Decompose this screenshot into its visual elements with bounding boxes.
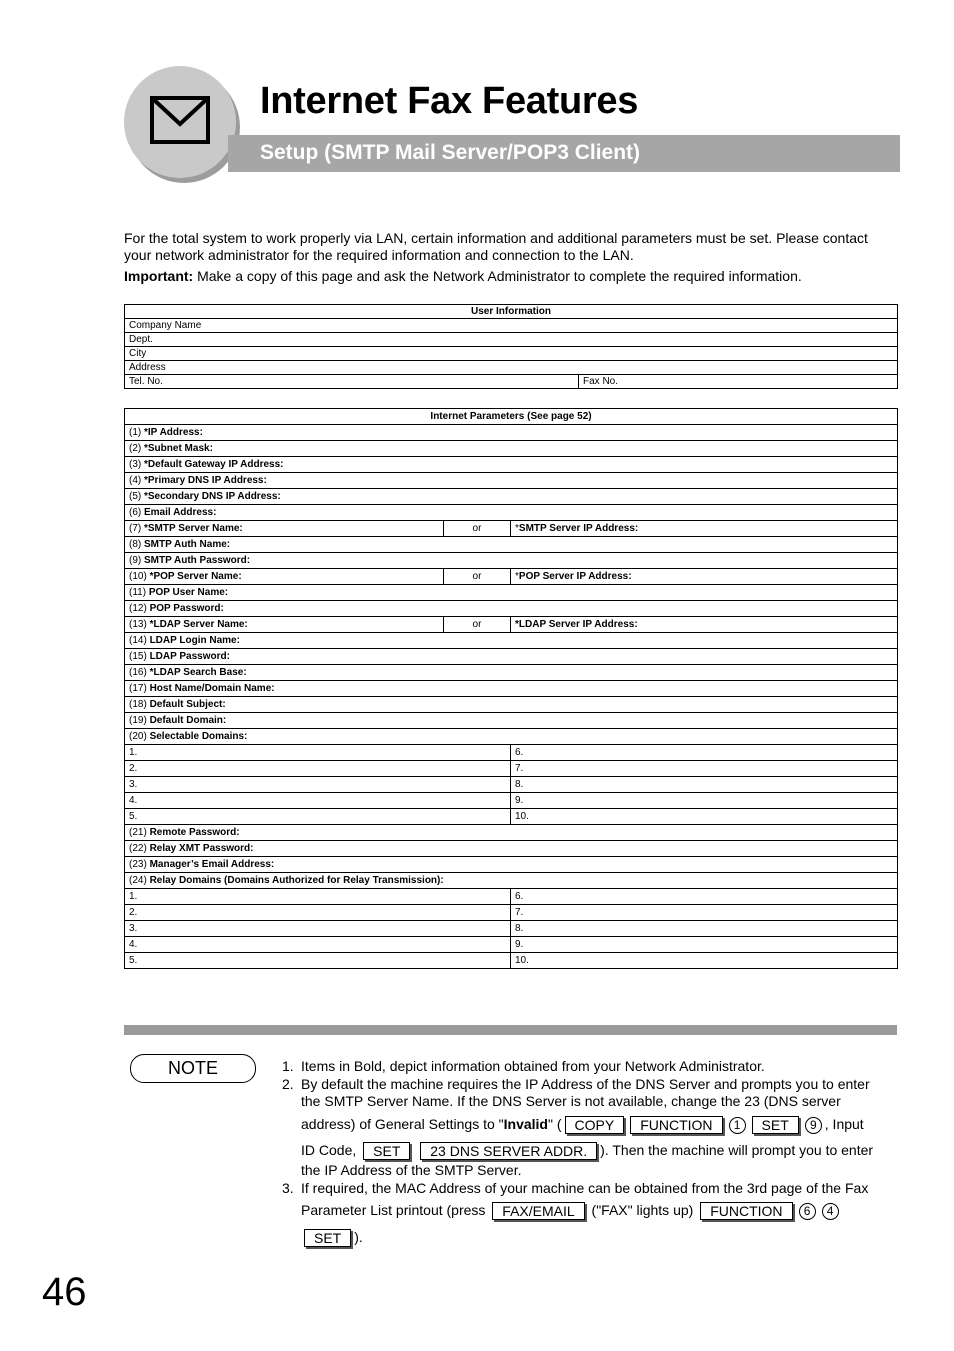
table-row	[125, 825, 898, 841]
parameter-alt-field[interactable]	[511, 521, 898, 537]
parameter-field[interactable]	[125, 441, 898, 457]
domain-field[interactable]: 10.	[511, 809, 898, 825]
domain-field[interactable]: 7.	[511, 905, 898, 921]
table-row	[125, 681, 898, 697]
parameter-alt-field[interactable]	[511, 569, 898, 585]
table-row	[125, 553, 898, 569]
parameter-label: LDAP Password:	[149, 651, 230, 662]
domain-field[interactable]: 4.	[125, 793, 511, 809]
address-field[interactable]: Address	[125, 361, 898, 375]
parameter-number: (6)	[129, 507, 144, 518]
table-row	[125, 953, 898, 969]
parameter-field[interactable]	[125, 873, 898, 889]
parameter-number: (1)	[129, 427, 144, 438]
fax-field[interactable]: Fax No.	[579, 375, 898, 389]
parameter-field[interactable]	[125, 841, 898, 857]
table-row	[125, 777, 898, 793]
parameter-field[interactable]	[125, 601, 898, 617]
parameter-number: (7)	[129, 523, 144, 534]
table-row	[125, 441, 898, 457]
parameter-label: *Default Gateway IP Address:	[144, 459, 284, 470]
circled-4-key: 4	[822, 1203, 839, 1220]
alt-prefix: *	[515, 523, 519, 534]
domain-field[interactable]: 3.	[125, 777, 511, 793]
set-key: SET	[304, 1229, 351, 1247]
parameter-field[interactable]	[125, 585, 898, 601]
parameter-label: *Subnet Mask:	[144, 443, 213, 454]
page-title: Internet Fax Features	[260, 80, 639, 122]
parameter-number: (2)	[129, 443, 144, 454]
table-row	[125, 793, 898, 809]
table-row	[125, 921, 898, 937]
table-row	[125, 745, 898, 761]
table-row	[125, 809, 898, 825]
alt-label: SMTP Server IP Address:	[518, 523, 639, 534]
function-key: FUNCTION	[630, 1116, 722, 1134]
note-divider	[124, 1025, 897, 1035]
parameter-label: Relay XMT Password:	[149, 843, 254, 854]
important-text: Make a copy of this page and ask the Network Administrator to complete the required information.	[193, 268, 802, 284]
parameter-field[interactable]	[125, 825, 898, 841]
function-key: FUNCTION	[700, 1202, 792, 1220]
parameter-field[interactable]	[125, 505, 898, 521]
table-row	[125, 425, 898, 441]
parameter-alt-field[interactable]	[511, 617, 898, 633]
domain-field[interactable]: 5.	[125, 953, 511, 969]
parameter-field[interactable]	[125, 425, 898, 441]
company-name-field[interactable]: Company Name	[125, 319, 898, 333]
dns-server-addr-key: 23 DNS SERVER ADDR.	[420, 1142, 597, 1160]
alt-label: POP Server IP Address:	[518, 571, 632, 582]
parameter-label: *LDAP Server Name:	[149, 619, 248, 630]
parameter-label: Manager’s Email Address:	[149, 859, 275, 870]
parameter-label: *Secondary DNS IP Address:	[144, 491, 281, 502]
parameter-label: POP Password:	[149, 603, 224, 614]
domain-field[interactable]: 4.	[125, 937, 511, 953]
parameter-number: (24)	[129, 875, 150, 886]
table-row	[125, 889, 898, 905]
note-item-1: 1. Items in Bold, depict information obtained from your Network Administrator.	[282, 1058, 765, 1074]
parameter-label: Remote Password:	[149, 827, 240, 838]
important-label: Important:	[124, 268, 194, 284]
note-item-2-line-4: ID Code, SET 23 DNS SERVER ADDR. ). Then the machine will prompt you to enter	[301, 1142, 874, 1160]
table-header: Internet Parameters (See page 52)	[125, 409, 898, 425]
table-row	[125, 841, 898, 857]
envelope-icon	[150, 96, 210, 144]
parameter-field[interactable]	[125, 681, 898, 697]
parameter-field[interactable]	[125, 617, 444, 633]
user-information-table	[124, 304, 898, 389]
parameter-label: Default Subject:	[149, 699, 226, 710]
parameter-number: (20)	[129, 731, 150, 742]
domain-field[interactable]: 9.	[511, 793, 898, 809]
domain-field[interactable]: 9.	[511, 937, 898, 953]
parameter-number: (12)	[129, 603, 150, 614]
parameter-number: (10)	[129, 571, 150, 582]
table-row	[125, 585, 898, 601]
parameter-number: (5)	[129, 491, 144, 502]
parameter-field[interactable]	[125, 649, 898, 665]
table-row	[125, 713, 898, 729]
parameter-field[interactable]	[125, 521, 444, 537]
internet-parameters-table	[124, 408, 898, 969]
table-row	[125, 697, 898, 713]
domain-field[interactable]: 2.	[125, 761, 511, 777]
table-row	[125, 905, 898, 921]
parameter-field[interactable]	[125, 537, 898, 553]
parameter-field[interactable]	[125, 569, 444, 585]
parameter-field[interactable]	[125, 553, 898, 569]
parameter-field[interactable]	[125, 665, 898, 681]
circled-1-key: 1	[729, 1117, 746, 1134]
parameter-field[interactable]	[125, 857, 898, 873]
domain-field[interactable]: 2.	[125, 905, 511, 921]
parameter-field[interactable]	[125, 633, 898, 649]
note-item-3: 3. If required, the MAC Address of your machine can be obtained from the 3rd page of the Fax	[282, 1180, 869, 1196]
parameter-field[interactable]	[125, 489, 898, 505]
circled-9-key: 9	[805, 1117, 822, 1134]
table-row	[125, 601, 898, 617]
or-label: or	[444, 617, 511, 633]
parameter-number: (8)	[129, 539, 144, 550]
fax-email-key: FAX/EMAIL	[492, 1202, 584, 1220]
set-key: SET	[363, 1142, 410, 1160]
domain-field[interactable]: 1.	[125, 745, 511, 761]
copy-key: COPY	[565, 1116, 625, 1134]
alt-label: *LDAP Server IP Address:	[515, 619, 638, 630]
parameter-label: *IP Address:	[144, 427, 203, 438]
city-field[interactable]: City	[125, 347, 898, 361]
note-item-2-line-3: address) of General Settings to "Invalid" ( COPY FUNCTION 1 SET 9 , Input	[301, 1116, 864, 1134]
parameter-field[interactable]	[125, 729, 898, 745]
domain-field[interactable]: 5.	[125, 809, 511, 825]
page-number: 46	[42, 1270, 87, 1314]
table-row	[125, 665, 898, 681]
table-row	[125, 633, 898, 649]
circled-6-key: 6	[799, 1203, 816, 1220]
parameter-label: Host Name/Domain Name:	[149, 683, 275, 694]
parameter-number: (3)	[129, 459, 144, 470]
envelope-icon-badge	[124, 66, 236, 178]
table-header: User Information	[125, 305, 898, 319]
parameter-label: Default Domain:	[149, 715, 227, 726]
table-row	[125, 937, 898, 953]
note-badge: NOTE	[130, 1054, 256, 1083]
table-row	[125, 489, 898, 505]
parameter-number: (4)	[129, 475, 144, 486]
note-item-3-line-3: SET ).	[301, 1229, 363, 1247]
table-row	[125, 729, 898, 745]
table-row	[125, 473, 898, 489]
domain-field[interactable]: 3.	[125, 921, 511, 937]
parameter-label: *LDAP Search Base:	[149, 667, 247, 678]
parameter-label: POP User Name:	[148, 587, 229, 598]
tel-field[interactable]: Tel. No.	[125, 375, 579, 389]
table-row	[125, 873, 898, 889]
parameter-field[interactable]	[125, 713, 898, 729]
parameter-number: (11)	[129, 587, 149, 598]
or-label: or	[444, 569, 511, 585]
parameter-number: (19)	[129, 715, 150, 726]
table-row	[125, 617, 898, 633]
domain-field[interactable]: 6.	[511, 889, 898, 905]
parameter-field[interactable]	[125, 457, 898, 473]
parameter-number: (13)	[129, 619, 150, 630]
table-row	[125, 505, 898, 521]
parameter-number: (15)	[129, 651, 150, 662]
table-row	[125, 457, 898, 473]
parameter-number: (18)	[129, 699, 150, 710]
parameter-number: (14)	[129, 635, 150, 646]
parameter-label: LDAP Login Name:	[149, 635, 240, 646]
table-row	[125, 761, 898, 777]
domain-field[interactable]: 10.	[511, 953, 898, 969]
note-item-2-line-2: the SMTP Server Name. If the DNS Server is not available, change the 23 (DNS server	[301, 1093, 841, 1109]
parameter-number: (17)	[129, 683, 150, 694]
domain-field[interactable]: 6.	[511, 745, 898, 761]
parameter-label: Relay Domains (Domains Authorized for Relay Transmission):	[149, 875, 444, 886]
domain-field[interactable]: 7.	[511, 761, 898, 777]
note-item-2: 2. By default the machine requires the IP Address of the DNS Server and prompts you to enter	[282, 1076, 870, 1092]
domain-field[interactable]: 8.	[511, 921, 898, 937]
parameter-field[interactable]	[125, 473, 898, 489]
parameter-label: *POP Server Name:	[149, 571, 242, 582]
table-row	[125, 569, 898, 585]
important-note	[124, 268, 899, 285]
note-item-3-line-2: Parameter List printout (press FAX/EMAIL ("FAX" lights up) FUNCTION 6 4	[301, 1202, 842, 1220]
table-row	[125, 857, 898, 873]
table-row	[125, 521, 898, 537]
parameter-number: (9)	[129, 555, 144, 566]
parameter-label: SMTP Auth Password:	[144, 555, 251, 566]
dept-field[interactable]: Dept.	[125, 333, 898, 347]
or-label: or	[444, 521, 511, 537]
parameter-number: (23)	[129, 859, 150, 870]
parameter-label: *SMTP Server Name:	[144, 523, 243, 534]
parameter-label: Selectable Domains:	[149, 731, 248, 742]
parameter-number: (16)	[129, 667, 150, 678]
parameter-number: (22)	[129, 843, 150, 854]
note-item-2-line-5: the IP Address of the SMTP Server.	[301, 1162, 522, 1178]
table-row	[125, 537, 898, 553]
parameter-field[interactable]	[125, 697, 898, 713]
parameter-label: *Primary DNS IP Address:	[144, 475, 267, 486]
domain-field[interactable]: 1.	[125, 889, 511, 905]
set-key: SET	[752, 1116, 799, 1134]
page-subtitle: Setup (SMTP Mail Server/POP3 Client)	[260, 141, 641, 164]
domain-field[interactable]: 8.	[511, 777, 898, 793]
parameter-number: (21)	[129, 827, 150, 838]
parameter-label: SMTP Auth Name:	[144, 539, 231, 550]
alt-prefix: *	[515, 571, 519, 582]
parameter-label: Email Address:	[144, 507, 217, 518]
table-row	[125, 649, 898, 665]
intro-paragraph: For the total system to work properly via LAN, certain information and additional parameters must be set. Please contact your network administrator for the required information and connection to the LAN.	[124, 230, 868, 263]
